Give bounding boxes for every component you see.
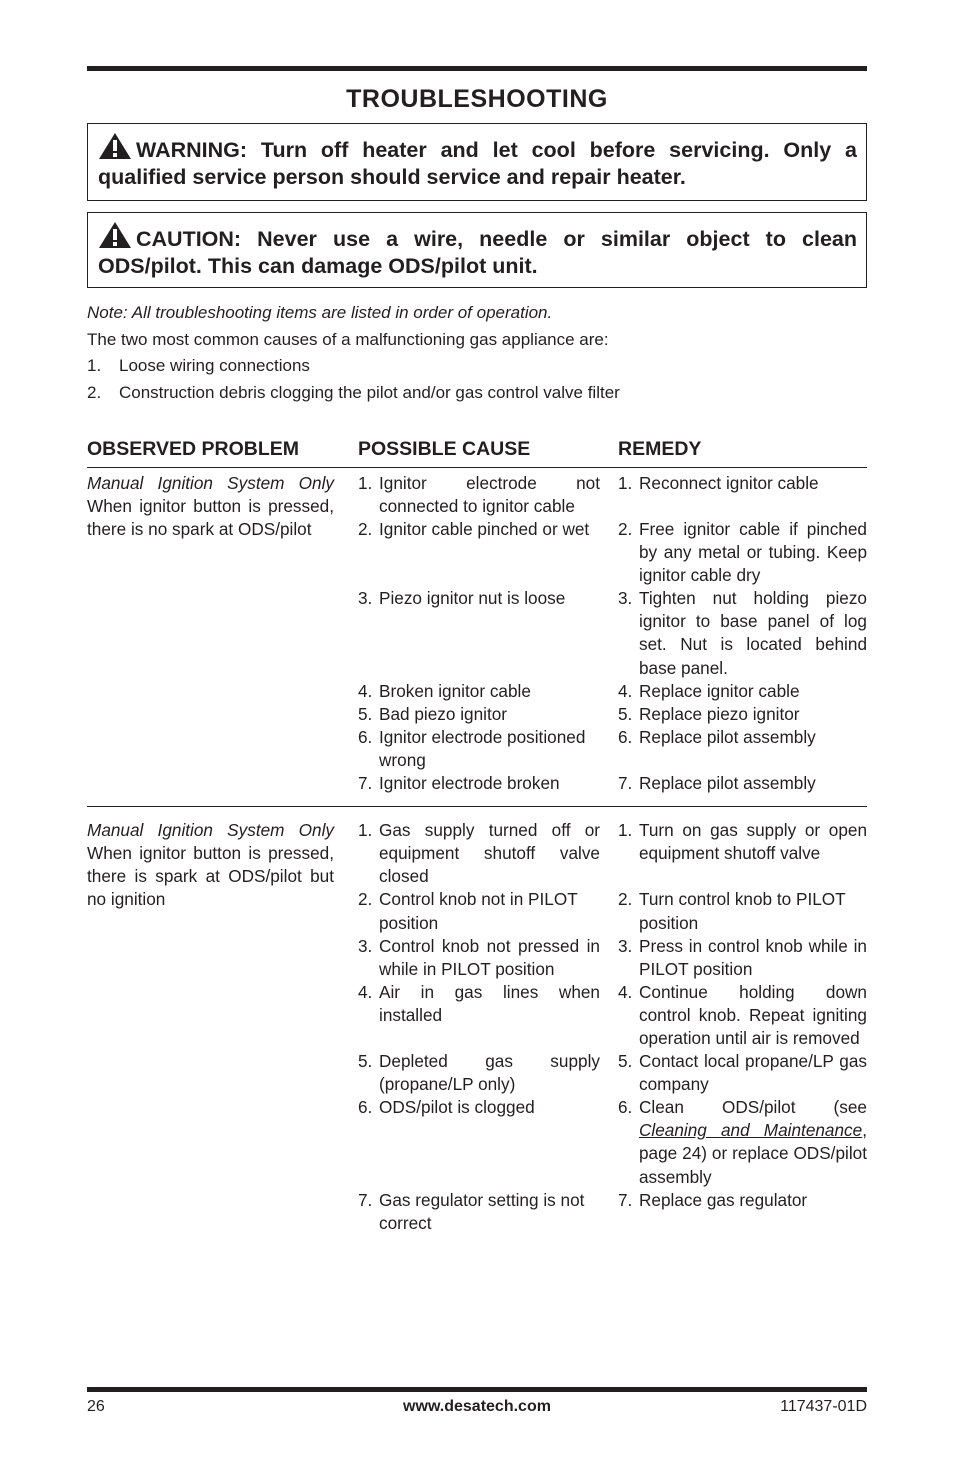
remedy-cell xyxy=(618,772,867,795)
warning-triangle-icon xyxy=(98,132,132,160)
remedy-text: Replace pilot assembly xyxy=(639,773,816,794)
intro-lead: The two most common causes of a malfunctioning gas appliance are: xyxy=(87,329,609,349)
cause-cell xyxy=(358,518,618,587)
list-text: Construction debris clogging the pilot and/or gas control valve filter xyxy=(119,383,620,403)
cause-cell xyxy=(358,1189,618,1235)
page-footer xyxy=(87,1396,867,1418)
remedy-cell xyxy=(618,1189,867,1235)
table-row xyxy=(358,472,867,518)
cause-cell xyxy=(358,772,618,795)
remedy-text: Reconnect ignitor cable xyxy=(639,472,819,493)
table-row xyxy=(358,1189,867,1235)
remedy-number: 5. xyxy=(618,1051,633,1072)
cause-number: 5. xyxy=(358,1051,373,1072)
remedy-text: Turn control knob to PILOT position xyxy=(639,889,846,933)
list-number: 2. xyxy=(87,383,102,403)
list-text: Loose wiring connections xyxy=(119,356,310,376)
remedy-text-end: , page 24) or replace ODS/pilot assembly xyxy=(639,1120,867,1187)
remedy-number: 6. xyxy=(618,726,633,747)
cause-text: Ignitor electrode not connected to ignitor cable xyxy=(379,472,600,516)
remedy-number: 6. xyxy=(618,1097,633,1118)
cause-text: Ignitor electrode positioned wrong xyxy=(379,726,586,770)
cause-text: ODS/pilot is clogged xyxy=(379,1097,535,1118)
remedy-cell xyxy=(618,518,867,587)
problem-section xyxy=(87,807,867,1235)
header-possible-cause: POSSIBLE CAUSE xyxy=(358,437,531,460)
remedy-text: Continue holding down control knob. Repeat igniting operation until air is removed xyxy=(639,981,867,1048)
table-row xyxy=(358,981,867,1050)
caution-triangle-icon xyxy=(98,221,132,249)
remedy-number: 2. xyxy=(618,889,633,910)
problem-qualifier: Manual Ignition System Only xyxy=(87,472,334,493)
observed-problem xyxy=(87,472,334,795)
cleaning-maintenance-link[interactable]: Cleaning and Maintenance xyxy=(639,1120,863,1141)
remedy-cell xyxy=(618,703,867,726)
cause-text: Gas supply turned off or equipment shutoff valve closed xyxy=(379,820,600,887)
cause-number: 7. xyxy=(358,1189,373,1210)
cause-number: 4. xyxy=(358,981,373,1002)
cause-text: Air in gas lines when installed xyxy=(379,981,600,1025)
cause-number: 1. xyxy=(358,472,373,493)
cause-text: Ignitor electrode broken xyxy=(379,773,560,794)
cause-number: 3. xyxy=(358,588,373,609)
remedy-text: Contact local propane/LP gas company xyxy=(639,1051,867,1095)
cause-text: Depleted gas supply (propane/LP only) xyxy=(379,1051,600,1095)
remedy-number: 2. xyxy=(618,519,633,539)
table-row xyxy=(358,726,867,772)
cause-cell xyxy=(358,703,618,726)
remedy-text: Tighten nut holding piezo ignitor to base panel of log set. Nut is located behind base panel. xyxy=(639,588,867,678)
cause-number: 3. xyxy=(358,935,373,956)
table-row xyxy=(358,1050,867,1096)
remedy-text: Replace gas regulator xyxy=(639,1189,808,1210)
remedy-number: 4. xyxy=(618,680,633,701)
cause-cell xyxy=(358,726,618,772)
bottom-rule xyxy=(87,1387,867,1392)
table-row xyxy=(358,703,867,726)
manual-page xyxy=(87,66,867,1235)
top-rule xyxy=(87,66,867,71)
remedy-text: Turn on gas supply or open equipment shutoff valve xyxy=(639,820,867,864)
cause-cell xyxy=(358,587,618,679)
remedy-number: 5. xyxy=(618,703,633,724)
remedy-cell xyxy=(618,981,867,1050)
remedy-text: Replace pilot assembly xyxy=(639,726,816,747)
remedy-cell xyxy=(618,587,867,679)
observed-problem xyxy=(87,819,334,1235)
cause-cell xyxy=(358,888,618,934)
cause-cell xyxy=(358,981,618,1050)
cause-number: 7. xyxy=(358,773,373,794)
remedy-number: 1. xyxy=(618,472,633,493)
cause-remedy-list xyxy=(358,819,867,1235)
remedy-cell xyxy=(618,726,867,772)
cause-number: 5. xyxy=(358,703,373,724)
cause-remedy-list xyxy=(358,472,867,795)
cause-text: Piezo ignitor nut is loose xyxy=(379,588,566,609)
cause-cell xyxy=(358,680,618,703)
table-row xyxy=(358,935,867,981)
list-item xyxy=(87,353,867,380)
cause-cell xyxy=(358,472,618,518)
document-number: 117437-01D xyxy=(780,1398,867,1415)
cause-number: 1. xyxy=(358,820,373,841)
problem-text: When ignitor button is pressed, there is no spark at ODS/pilot xyxy=(87,495,334,539)
problem-text: When ignitor button is pressed, there is spark at ODS/pilot but no ignition xyxy=(87,843,334,910)
warning-text: WARNING: Turn off heater and let cool before servicing. Only a qualified service person should service and repair heater. xyxy=(98,138,857,189)
remedy-cell xyxy=(618,888,867,934)
cause-number: 4. xyxy=(358,680,373,701)
header-remedy: REMEDY xyxy=(618,437,702,460)
caution-box xyxy=(87,212,867,288)
cause-number: 2. xyxy=(358,889,373,910)
remedy-text: Press in control knob while in PILOT position xyxy=(639,935,867,979)
cause-cell xyxy=(358,935,618,981)
cause-text: Bad piezo ignitor xyxy=(379,703,508,724)
caution-text: CAUTION: Never use a wire, needle or similar object to clean ODS/pilot. This can damage ODS/pilot unit. xyxy=(98,227,857,278)
cause-text: Broken ignitor cable xyxy=(379,680,531,701)
remedy-text: Free ignitor cable if pinched by any metal or tubing. Keep ignitor cable dry xyxy=(639,519,867,586)
page-title: TROUBLESHOOTING xyxy=(346,85,608,113)
remedy-cell xyxy=(618,1096,867,1188)
table-row xyxy=(358,772,867,795)
table-row xyxy=(358,888,867,934)
remedy-text: Replace ignitor cable xyxy=(639,680,800,701)
page-number: 26 xyxy=(87,1398,105,1415)
cause-number: 6. xyxy=(358,726,373,747)
remedy-number: 7. xyxy=(618,773,633,794)
cause-cell xyxy=(358,1096,618,1188)
table-row xyxy=(358,1096,867,1188)
intro-note: Note: All troubleshooting items are listed in order of operation. xyxy=(87,303,553,322)
remedy-number: 7. xyxy=(618,1189,633,1210)
warning-box xyxy=(87,123,867,201)
remedy-text: Replace piezo ignitor xyxy=(639,703,800,724)
cause-cell xyxy=(358,819,618,888)
intro xyxy=(87,300,867,407)
table-row xyxy=(358,587,867,679)
remedy-cell xyxy=(618,680,867,703)
remedy-cell xyxy=(618,935,867,981)
remedy-text xyxy=(639,1096,867,1188)
remedy-number: 3. xyxy=(618,588,633,609)
remedy-number: 1. xyxy=(618,820,633,841)
header-observed-problem: OBSERVED PROBLEM xyxy=(87,437,300,460)
remedy-number: 4. xyxy=(618,981,633,1002)
cause-text: Control knob not in PILOT position xyxy=(379,889,578,933)
remedy-cell xyxy=(618,472,867,518)
common-causes-list xyxy=(87,353,867,406)
table-row xyxy=(358,518,867,587)
remedy-cell xyxy=(618,1050,867,1096)
cause-text: Control knob not pressed in while in PILOT position xyxy=(379,935,600,979)
cause-text: Gas regulator setting is not correct xyxy=(379,1189,585,1233)
remedy-number: 3. xyxy=(618,935,633,956)
cause-text: Ignitor cable pinched or wet xyxy=(379,519,590,539)
remedy-cell xyxy=(618,819,867,888)
remedy-text-start: Clean ODS/pilot (see xyxy=(639,1097,867,1118)
table-row xyxy=(358,680,867,703)
cause-cell xyxy=(358,1050,618,1096)
table-header xyxy=(87,435,867,468)
table-row xyxy=(358,819,867,888)
cause-number: 6. xyxy=(358,1097,373,1118)
website-link[interactable]: www.desatech.com xyxy=(403,1398,551,1415)
list-number: 1. xyxy=(87,356,102,376)
problem-section xyxy=(87,468,867,807)
cause-number: 2. xyxy=(358,519,373,539)
problem-qualifier: Manual Ignition System Only xyxy=(87,820,334,841)
list-item xyxy=(87,380,867,407)
